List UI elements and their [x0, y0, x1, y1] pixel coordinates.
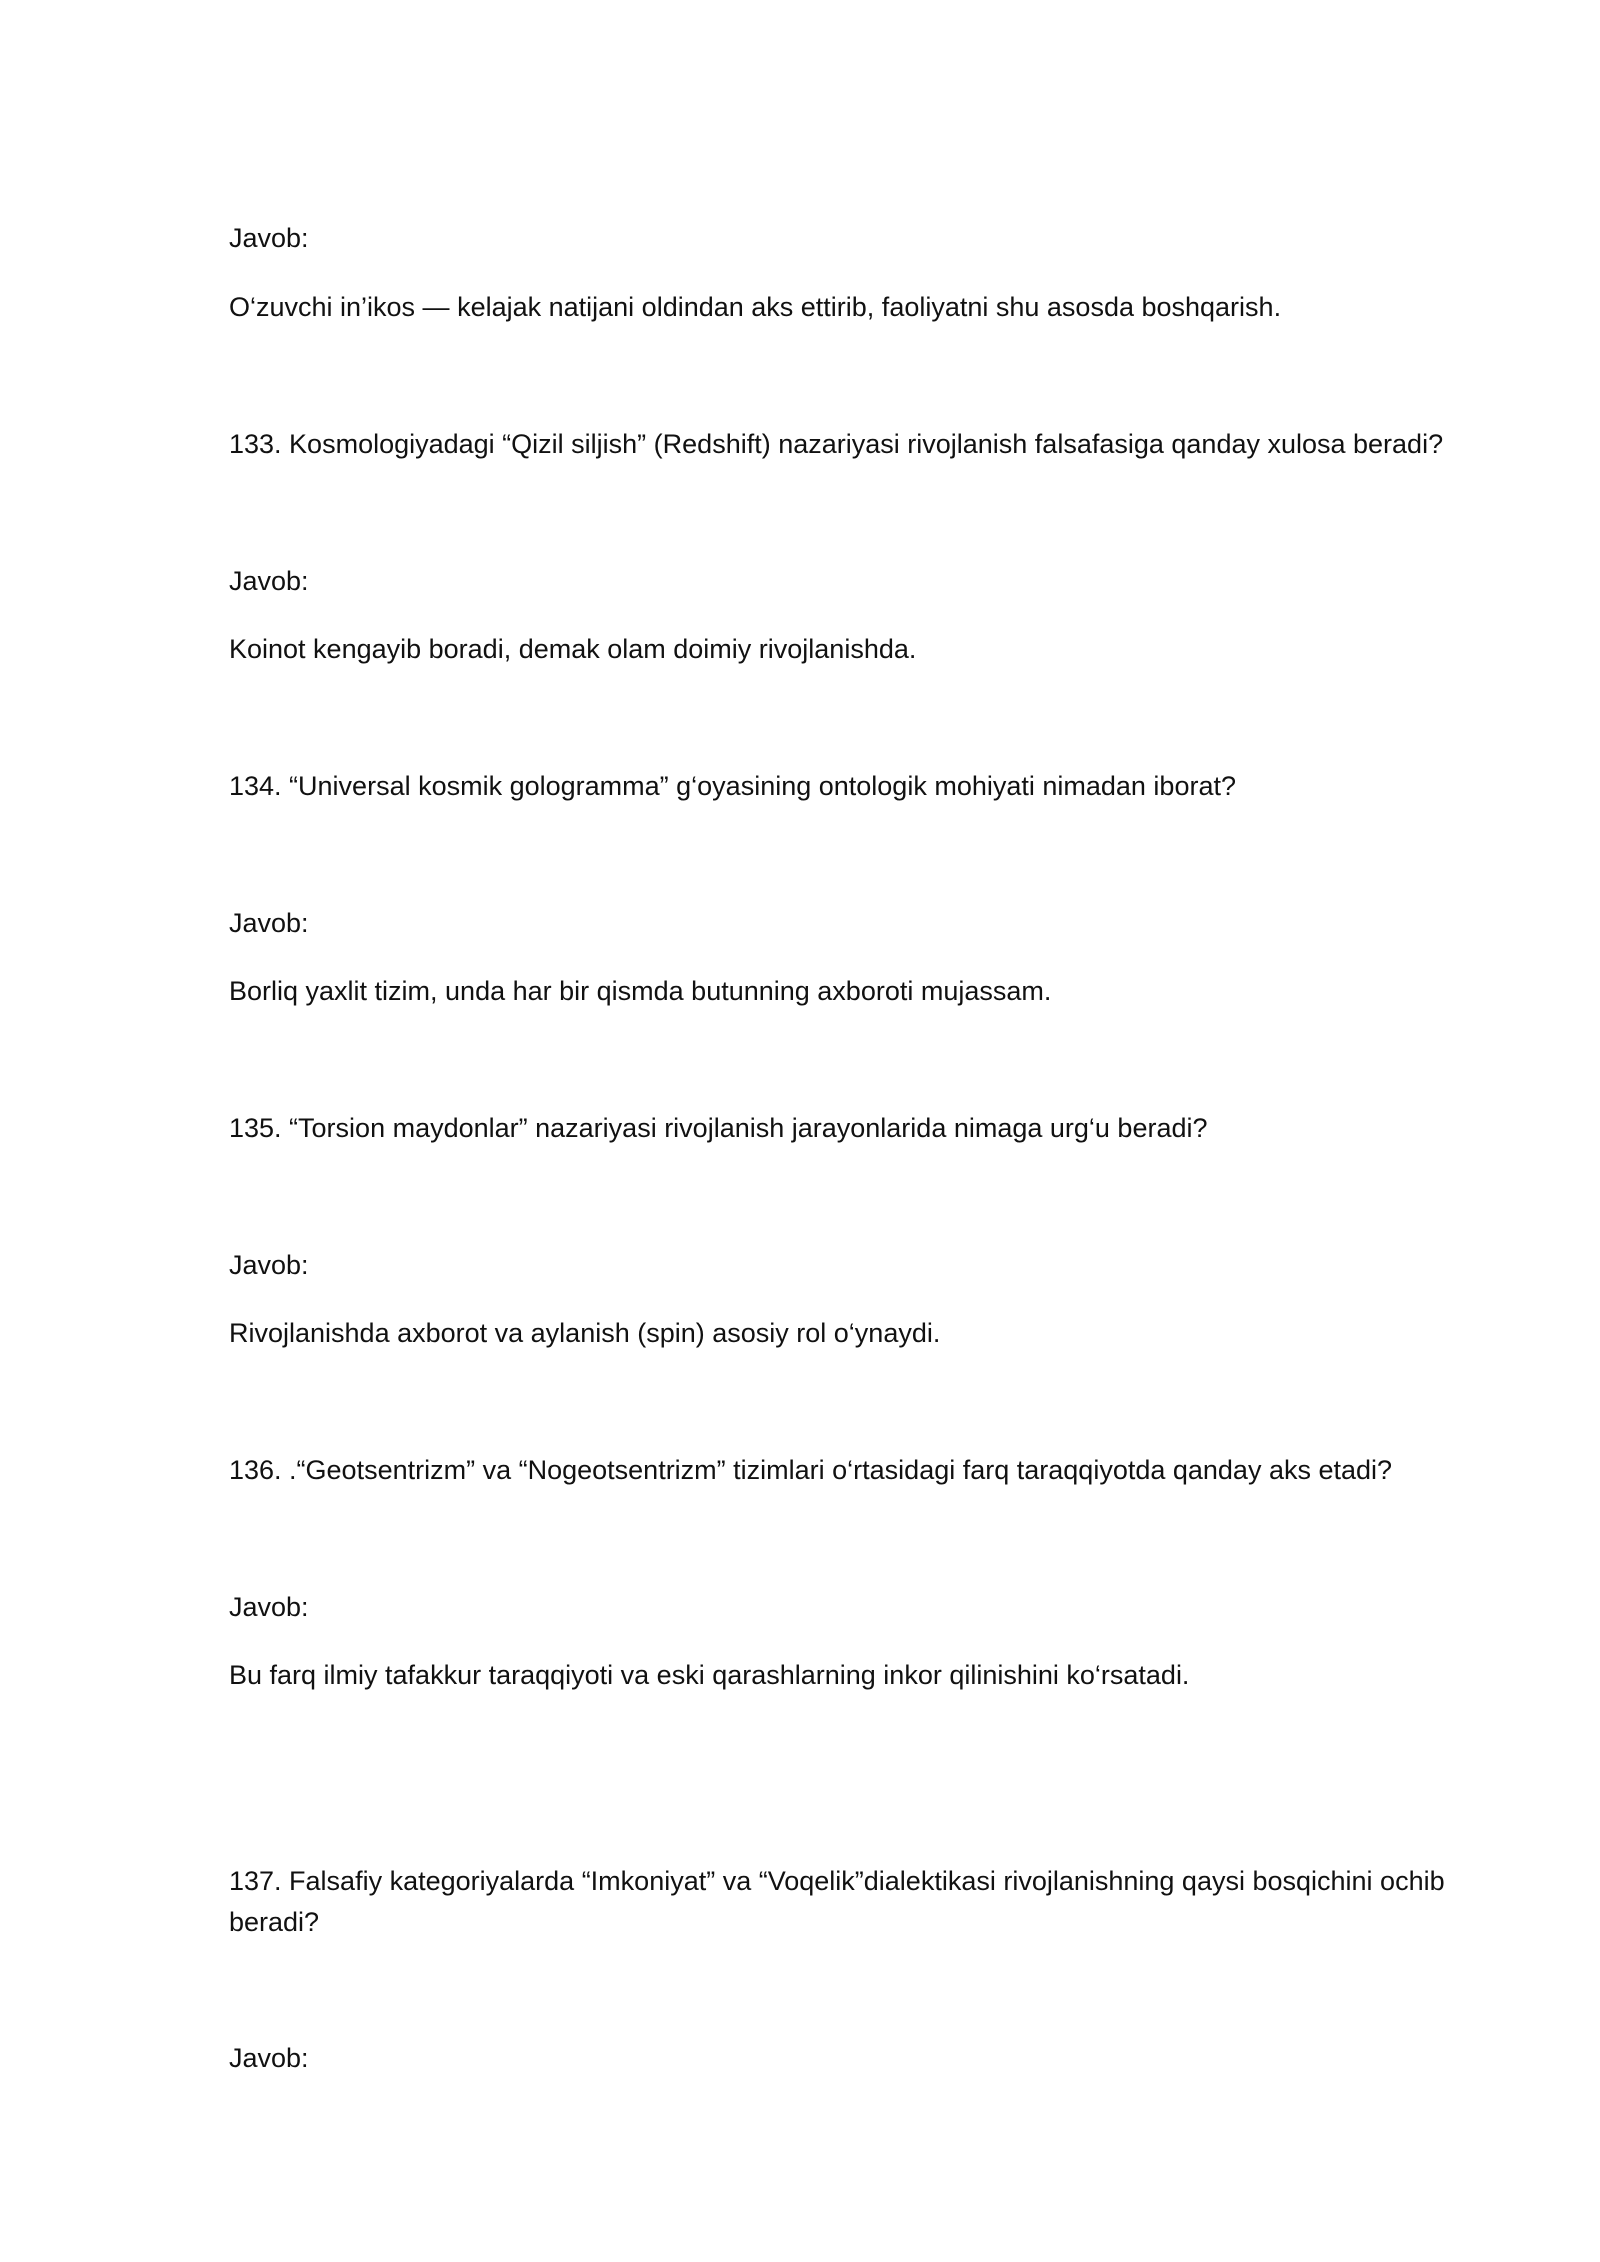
answer-text: O‘zuvchi in’ikos — kelajak natijani oldindan aks ettirib, faoliyatni shu asosda boshqarish.: [229, 292, 1282, 322]
question-135: 135. “Torsion maydonlar” nazariyasi rivojlanish jarayonlarida nimaga urg‘u beradi?: [229, 1113, 1208, 1143]
answer-text: Rivojlanishda axborot va aylanish (spin) asosiy rol o‘ynaydi.: [229, 1318, 941, 1348]
answer-label: Javob:: [229, 566, 309, 596]
question-133: 133. Kosmologiyadagi “Qizil siljish” (Redshift) nazariyasi rivojlanish falsafasiga qanday xulosa beradi?: [229, 429, 1444, 459]
answer-text: Bu farq ilmiy tafakkur taraqqiyoti va eski qarashlarning inkor qilinishini ko‘rsatadi.: [229, 1660, 1190, 1690]
answer-label: Javob:: [229, 1592, 309, 1622]
answer-label: Javob:: [229, 1250, 309, 1280]
question-137: 137. Falsafiy kategoriyalarda “Imkoniyat” va “Voqelik”dialektikasi rivojlanishning qaysi bosqichini ochib beradi?: [229, 1866, 1445, 1937]
answer-label: Javob:: [229, 2043, 309, 2073]
question-136: 136. .“Geotsentrizm” va “Nogeotsentrizm” tizimlari o‘rtasidagi farq taraqqiyotda qanday aks etadi?: [229, 1455, 1393, 1485]
question-134: 134. “Universal kosmik gologramma” g‘oyasining ontologik mohiyati nimadan iborat?: [229, 771, 1236, 801]
answer-text: Borliq yaxlit tizim, unda har bir qismda butunning axboroti mujassam.: [229, 976, 1052, 1006]
answer-text: Koinot kengayib boradi, demak olam doimiy rivojlanishda.: [229, 634, 917, 664]
answer-label: Javob:: [229, 223, 309, 253]
answer-label: Javob:: [229, 908, 309, 938]
